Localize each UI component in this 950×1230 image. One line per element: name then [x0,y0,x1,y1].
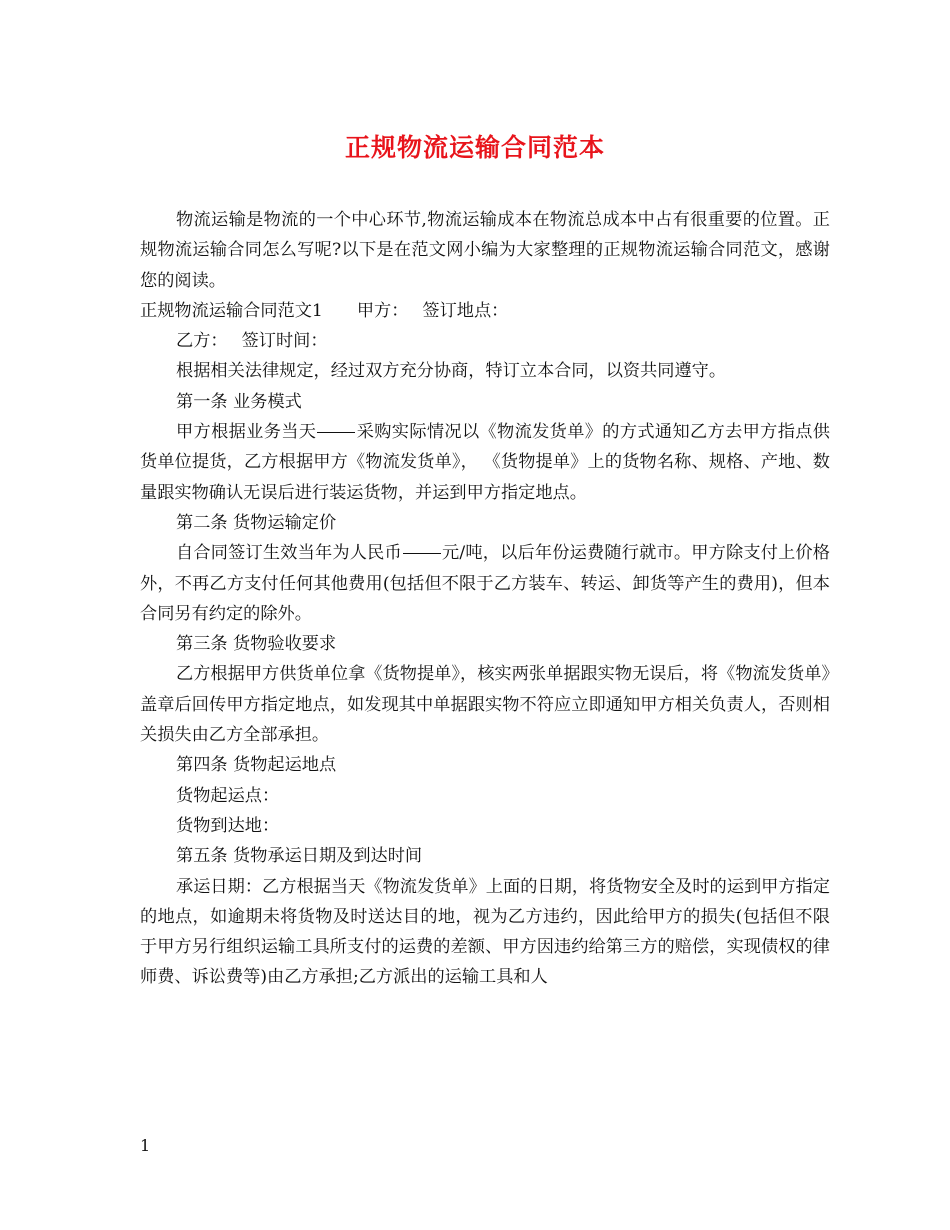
party-a-label: 甲方： [356,300,409,321]
article-2-body [140,538,830,629]
article-2-text-b: 元/吨，以后年份运费随行就市。甲方除支付上价格外，不再乙方支付任何其他费用(包括但不限于乙方装车、转运、卸货等产生的费用)，但本合同另有约定的除外。 [140,543,830,624]
article-4-origin: 货物起运点： [176,785,280,806]
document-title: 正规物流运输合同范本 [344,133,605,162]
article-4-title: 第四条 货物起运地点 [176,755,337,776]
preamble: 根据相关法律规定，经过双方充分协商，特订立本合同，以资共同遵守。 [176,361,727,382]
article-1-text-a: 甲方根据业务当天 [176,422,317,443]
article-1-body [140,417,830,508]
article-4-destination: 货物到达地： [176,815,280,836]
article-3-title: 第三条 货物验收要求 [176,634,337,655]
party-b-line [140,326,830,356]
article-5-body: 承运日期：乙方根据当天《物流发货单》上面的日期，将货物安全及时的运到甲方指定的地点，如逾期未将货物及时送达目的地，视为乙方违约，因此给甲方的损失(包括但不限于甲方另行组织运输工具所支付的运费的差额、甲方因违约给第三方的赔偿，实现债权的律师费、诉讼费等)由乙方承担;乙方派出的运输工具和人 [140,876,830,988]
article-5-title: 第五条 货物承运日期及到达时间 [176,846,423,867]
article-1-text-b: 采购实际情况以《物流发货单》的方式通知乙方去甲方指点供货单位提货，乙方根据甲方《物流发货单》， 《货物提单》上的货物名称、规格、产地、数量跟实物确认无误后进行装运货物，并运到甲方指定地点。 [140,422,830,503]
sample-label: 正规物流运输合同范文1 [140,300,323,321]
sign-time-label: 签订时间： [241,331,328,352]
blank-line [317,432,355,433]
intro-paragraph: 物流运输是物流的一个中心环节,物流运输成本在物流总成本中占有很重要的位置。正规物流运输合同怎么写呢?以下是在范文网小编为大家整理的正规物流运输合同范文，感谢您的阅读。 [140,210,830,291]
blank-line [403,553,441,554]
article-2-text-a: 自合同签订生效当年为人民币 [176,543,402,564]
article-1-title: 第一条 业务模式 [176,391,302,412]
header-line [140,296,830,326]
sign-place-label: 签订地点： [422,300,509,321]
document-body [140,205,830,993]
party-b-label: 乙方： [176,331,228,352]
article-3-body: 乙方根据甲方供货单位拿《货物提单》，核实两张单据跟实物无误后，将《物流发货单》盖章后回传甲方指定地点，如发现其中单据跟实物不符应立即通知甲方相关负责人，否则相关损失由乙方全部承担。 [140,664,830,746]
page-number: 1 [140,1136,151,1155]
article-2-title: 第二条 货物运输定价 [176,512,337,533]
